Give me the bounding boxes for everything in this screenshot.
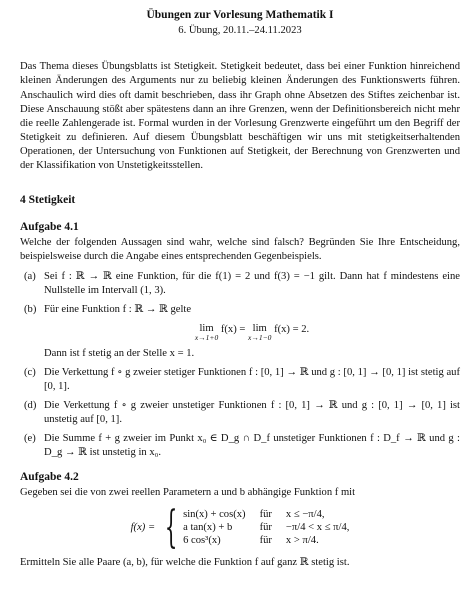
sheet-title: Übungen zur Vorlesung Mathematik I [146, 9, 334, 21]
equation-mid: f(x) = [220, 323, 246, 335]
function-cases [183, 508, 349, 548]
list-item [20, 303, 460, 361]
limit-equation [44, 323, 460, 342]
case-word: für [259, 508, 272, 520]
item-label: (e) [24, 433, 36, 445]
task-4-1-intro: Welche der folgenden Aussagen sind wahr, welche sind falsch? Begründen Sie Ihre Entscheidung, beispielsweise durch die Angabe eines entsprechenden Gegenbeispiels. [20, 236, 460, 262]
case-expr: 6 cos³(x) [183, 535, 221, 547]
case-cond: −π/4 < x ≤ π/4, [285, 522, 350, 534]
list-item [20, 399, 460, 427]
limit-left: lim x→1−0 [248, 322, 272, 343]
task-4-2-question: Ermitteln Sie alle Paare (a, b), für welche die Funktion f auf ganz ℝ stetig ist. [20, 556, 350, 568]
limit-right: lim x→1+0 [194, 322, 219, 343]
item-text: Sei f : ℝ → ℝ eine Funktion, für die f(1) = 2 und f(3) = −1 gilt. Dann hat f mindestens eine Nullstelle im Intervall (1, 3). [44, 270, 460, 296]
case-cond: x > π/4. [285, 535, 319, 547]
case-word: für [259, 522, 272, 534]
section-heading: 4 Stetigkeit [20, 193, 76, 206]
case-word: für [259, 535, 272, 547]
task-4-2-intro: Gegeben sei die von zwei reellen Parametern a und b abhängige Funktion f mit [20, 486, 356, 498]
list-item [20, 366, 460, 394]
item-b-body [44, 303, 460, 361]
task-4-1-items [20, 270, 460, 461]
sheet-subtitle: 6. Übung, 20.11.–24.11.2023 [178, 25, 302, 37]
case-cond: x ≤ −π/4, [285, 508, 325, 520]
function-lhs: f(x) = [130, 521, 156, 533]
intro-paragraph: Das Thema dieses Übungsblatts ist Stetigkeit. Stetigkeit bedeutet, dass bei einer Funktion hinreichend kleinen Änderungen des Arguments nur zu beliebig kleinen Änderungen des Funktionswerts führen. Anschaulich wird dies oft damit beschrieben, dass ihr Graph ohne Absetzen des Stiftes zeichenbar ist. Diese Anschauung stößt aber spätestens dann an ihre Grenzen, wenn der Definitionsbereich nicht mehr die reelle Zahlengerade ist. Formal wurden in der Vorlesung Grenzwerte eingeführt um den Begriff der Stetigkeit zu definieren. Auf diesem Übungsblatt beschäftigen wir uns mit stetigkeitserhaltenden Operationen, der Untersuchung von Funktionen auf Stetigkeit, der Berechnung von Grenzwerten und der Klassifikation von Unstetigkeitsstellen. [20, 61, 460, 171]
list-item [20, 432, 460, 460]
item-label: (b) [24, 303, 37, 315]
item-b-conclusion: Dann ist f stetig an der Stelle x = 1. [44, 347, 195, 359]
task-4-1-heading: Aufgabe 4.1 [20, 221, 79, 234]
brace-glyph: { [164, 501, 178, 553]
task-4-2-heading: Aufgabe 4.2 [20, 471, 79, 484]
equation-end: f(x) = 2. [274, 323, 310, 335]
item-text: Die Summe f + g zweier im Punkt x₀ ∈ D_g ∩ D_f unstetiger Funktionen f : D_f → ℝ und g : D_g → ℝ ist unstetig in x₀. [44, 433, 460, 459]
case-expr: a tan(x) + b [183, 522, 233, 534]
item-text: Die Verkettung f ∘ g zweier stetiger Funktionen f : [0, 1] → ℝ und g : [0, 1] → [0, 1] ist stetig auf [0, 1]. [44, 367, 460, 393]
item-label: (d) [24, 400, 37, 412]
item-label: (a) [24, 270, 36, 282]
item-label: (c) [24, 367, 36, 378]
list-item [20, 270, 460, 298]
item-text: Die Verkettung f ∘ g zweier unstetiger Funktionen f : [0, 1] → ℝ und g : [0, 1] → [0, 1] ist unstetig auf [0, 1]. [44, 400, 460, 426]
piecewise-function [20, 501, 460, 553]
item-text: Für eine Funktion f : ℝ → ℝ gelte [44, 303, 192, 315]
case-expr: sin(x) + cos(x) [183, 508, 246, 520]
